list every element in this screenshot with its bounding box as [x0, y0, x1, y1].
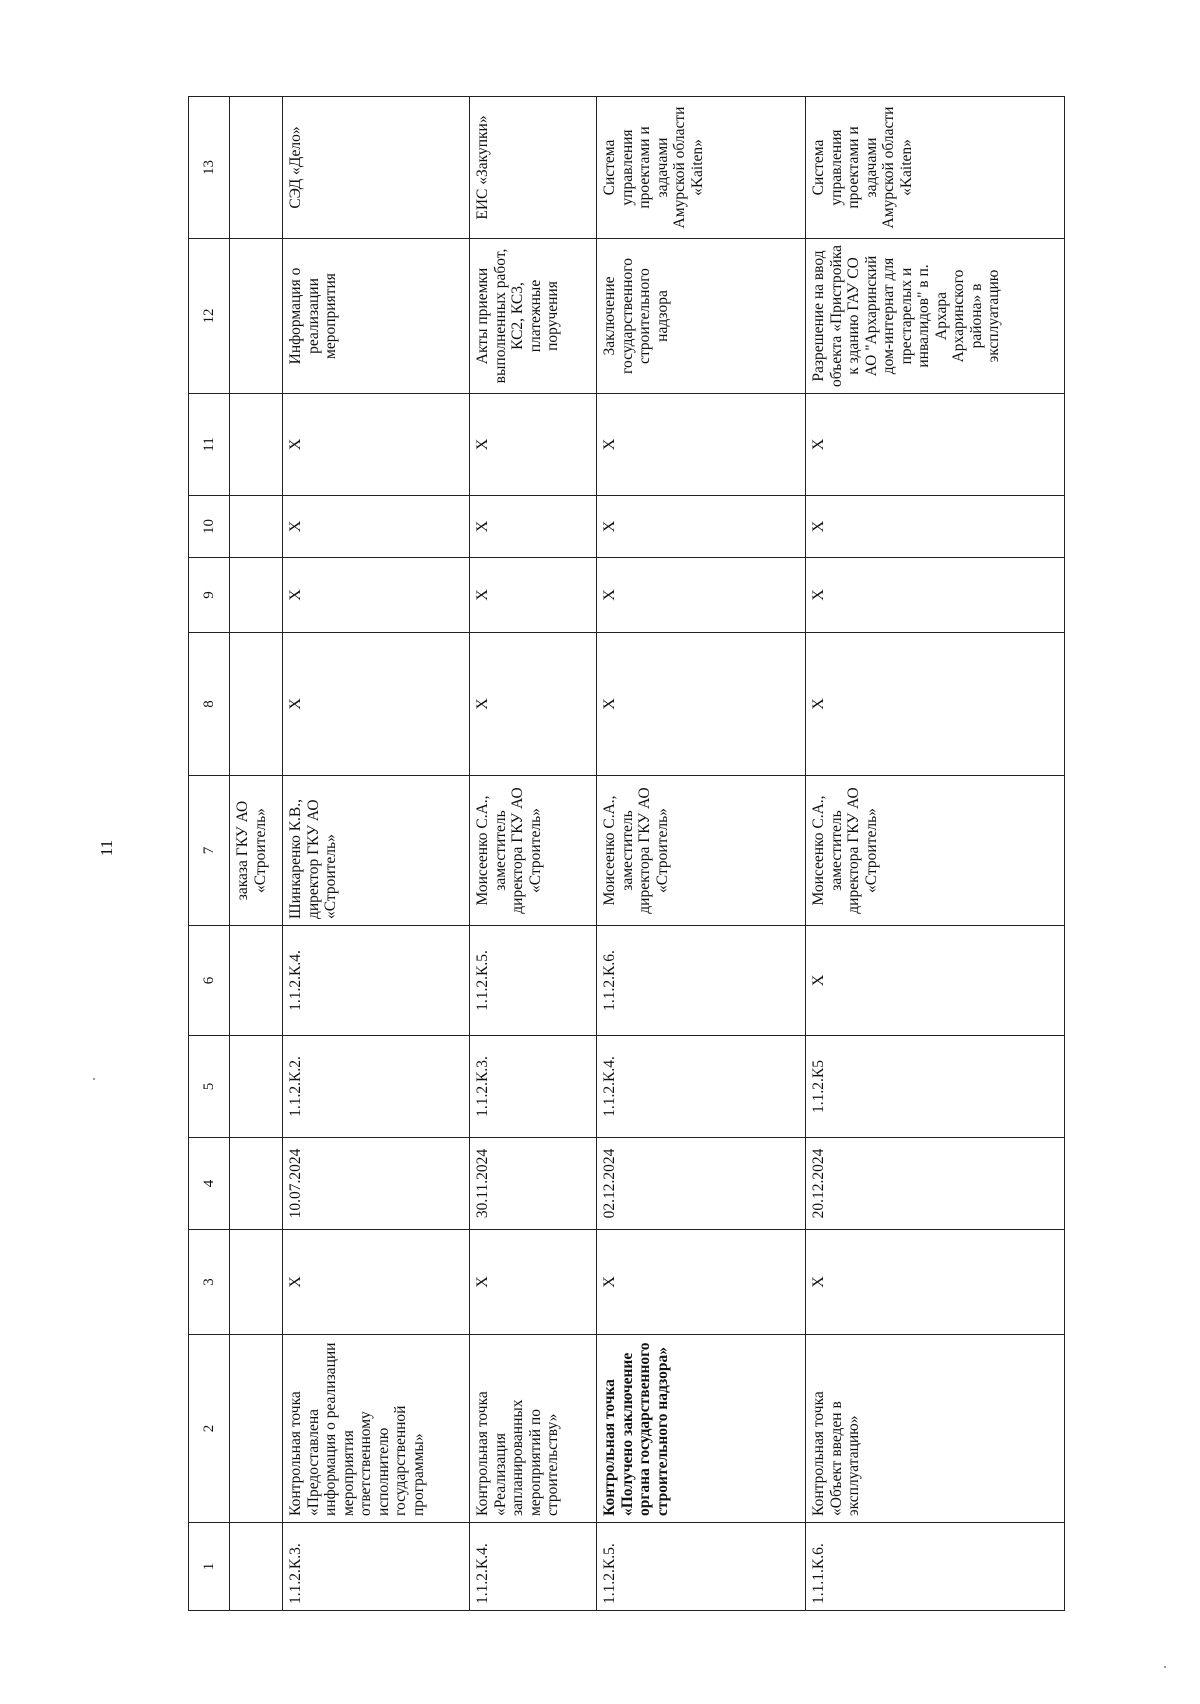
control-points-table-rotated: [188, 97, 1076, 1611]
responsible: Шинкаренко К.В., директор ГКУ АО «Строитель»: [283, 776, 470, 926]
successor: 1.1.2.К.4.: [283, 926, 470, 1036]
control-point-name: Контрольная точка «Предоставлена информация о реализации мероприятия ответственному исполнителю государственной программы»: [283, 1335, 470, 1523]
control-point-name: Контрольная точка «Объект введен в эксплуатацию»: [806, 1335, 1065, 1523]
scan-speck: [1164, 1666, 1166, 1668]
row-code: 1.1.2.К.5.: [597, 1523, 806, 1611]
column-number-row: [189, 97, 230, 1611]
cell-c11: Х: [283, 394, 470, 496]
responsible: Моисеенко С.А., заместитель директора ГКУ АО «Строитель»: [806, 776, 1065, 926]
predecessor: 1.1.2.К.2.: [283, 1036, 470, 1138]
cell-c3: Х: [283, 1230, 470, 1335]
cell-c9: Х: [283, 558, 470, 633]
responsible-continuation: заказа ГКУ АО «Строитель»: [230, 776, 283, 926]
col-header-3: 3: [189, 1230, 230, 1335]
confirming-document: Акты приемки выполненных работ, КС2, КС3, платежные поручения: [470, 239, 597, 394]
table-row: [283, 97, 470, 1611]
row-code: 1.1.1.К.6.: [806, 1523, 1065, 1611]
cell-c10: Х: [597, 496, 806, 558]
row-code: 1.1.2.К.3.: [283, 1523, 470, 1611]
due-date: 10.07.2024: [283, 1138, 470, 1230]
col-header-4: 4: [189, 1138, 230, 1230]
successor: 1.1.2.К.5.: [470, 926, 597, 1036]
successor: 1.1.2.К.6.: [597, 926, 806, 1036]
control-points-table: [188, 96, 1065, 1611]
cell-c8: Х: [470, 633, 597, 776]
information-system: Система управления проектами и задачами Амурской области «Kaiten»: [597, 97, 806, 239]
control-point-name: Контрольная точка «Реализация запланированных мероприятий по строительству»: [470, 1335, 597, 1523]
cell-c8: Х: [597, 633, 806, 776]
col-header-11: 11: [189, 394, 230, 496]
table-row: [597, 97, 806, 1611]
col-header-9: 9: [189, 558, 230, 633]
col-header-1: 1: [189, 1523, 230, 1611]
continuation-row: [230, 97, 283, 1611]
col-header-8: 8: [189, 633, 230, 776]
col-header-2: 2: [189, 1335, 230, 1523]
table-row: [470, 97, 597, 1611]
predecessor: 1.1.2.К.4.: [597, 1036, 806, 1138]
predecessor: 1.1.2.К5: [806, 1036, 1065, 1138]
responsible: Моисеенко С.А., заместитель директора ГКУ АО «Строитель»: [470, 776, 597, 926]
responsible: Моисеенко С.А., заместитель директора ГКУ АО «Строитель»: [597, 776, 806, 926]
confirming-document: Разрешение на ввод объекта «Пристройка к зданию ГАУ СО АО "Архаринский дом-интернат для престарелых и инвалидов" в п. Архара Архаринского района» в эксплуатацию: [806, 239, 1065, 394]
row-code: 1.1.2.К.4.: [470, 1523, 597, 1611]
col-header-5: 5: [189, 1036, 230, 1138]
cell-c9: Х: [470, 558, 597, 633]
cell-c11: Х: [597, 394, 806, 496]
page-number: 11: [97, 839, 116, 857]
cell-c3: Х: [470, 1230, 597, 1335]
confirming-document: Заключение государственного строительного надзора: [597, 239, 806, 394]
information-system: Система управления проектами и задачами Амурской области «Kaiten»: [806, 97, 1065, 239]
col-header-10: 10: [189, 496, 230, 558]
col-header-6: 6: [189, 926, 230, 1036]
predecessor: 1.1.2.К.3.: [470, 1036, 597, 1138]
cell-c3: Х: [806, 1230, 1065, 1335]
cell-c8: Х: [283, 633, 470, 776]
successor: Х: [806, 926, 1065, 1036]
cell-c11: Х: [806, 394, 1065, 496]
col-header-12: 12: [189, 239, 230, 394]
cell-c3: Х: [597, 1230, 806, 1335]
due-date: 02.12.2024: [597, 1138, 806, 1230]
cell-c8: Х: [806, 633, 1065, 776]
cell-c10: Х: [470, 496, 597, 558]
cell-c10: Х: [283, 496, 470, 558]
table-row: [806, 97, 1065, 1611]
cell-c10: Х: [806, 496, 1065, 558]
control-point-name: Контрольная точка «Получено заключение органа государственного строительного надзора»: [597, 1335, 806, 1523]
due-date: 30.11.2024: [470, 1138, 597, 1230]
cell-c9: Х: [806, 558, 1065, 633]
information-system: СЭД «Дело»: [283, 97, 470, 239]
confirming-document: Информация о реализации мероприятия: [283, 239, 470, 394]
cell-c11: Х: [470, 394, 597, 496]
col-header-13: 13: [189, 97, 230, 239]
due-date: 20.12.2024: [806, 1138, 1065, 1230]
information-system: ЕИС «Закупки»: [470, 97, 597, 239]
cell-c9: Х: [597, 558, 806, 633]
col-header-7: 7: [189, 776, 230, 926]
scan-speck: [93, 1078, 95, 1080]
